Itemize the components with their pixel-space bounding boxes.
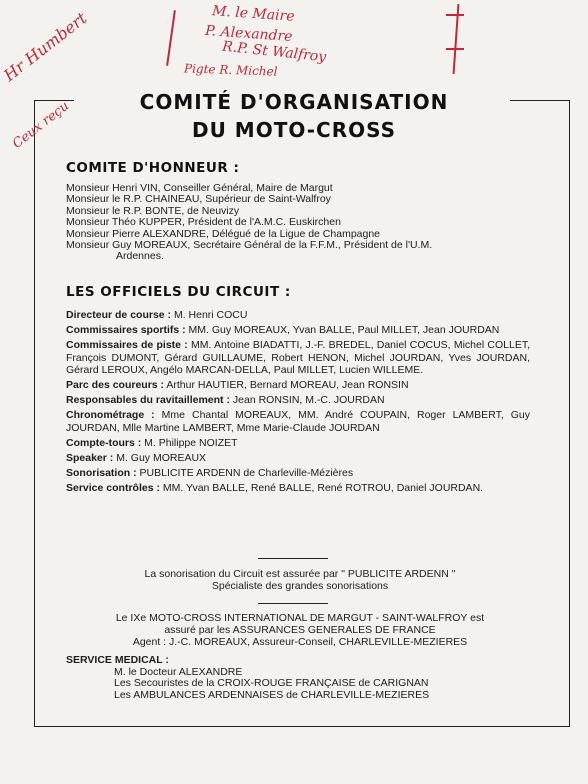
entry-text: MM. Yvan BALLE, René BALLE, René ROTROU, Daniel JOURDAN.	[159, 482, 484, 495]
list-item: M. le Docteur ALEXANDRE	[114, 665, 243, 678]
section-heading: COMITE D'HONNEUR :	[66, 160, 240, 176]
list-item	[66, 482, 530, 494]
medical-section	[66, 655, 429, 701]
entry-text: M. Henri COCU	[171, 309, 248, 321]
list-item: Monsieur Pierre ALEXANDRE, Délégué de la Ligue de Champagne	[66, 227, 381, 240]
list-item	[66, 379, 530, 391]
entry-text: PUBLICITE ARDENN de Charleville-Mézières	[136, 467, 354, 480]
section-heading: SERVICE MEDICAL :	[66, 654, 169, 666]
list-item	[66, 467, 530, 479]
list-item	[66, 452, 530, 464]
list-item	[66, 309, 530, 321]
handwritten-note: P. Alexandre	[204, 22, 294, 46]
handwritten-note: M. le Maire	[211, 3, 296, 25]
list-item: Monsieur le R.P. CHAINEAU, Supérieur de Saint-Walfroy	[66, 193, 331, 206]
entry-label: Commissaires de piste :	[66, 339, 188, 352]
handwritten-stroke	[166, 10, 175, 66]
entry-text: Jean RONSIN, M.-C. JOURDAN	[229, 394, 385, 407]
entry-label: Sonorisation :	[66, 467, 137, 480]
handwritten-note: Ceux reçu	[10, 98, 73, 152]
handwritten-note: Hr Humbert	[0, 8, 91, 85]
list-item: Ardennes.	[116, 250, 164, 263]
entry-label: Commissaires sportifs :	[66, 324, 186, 337]
list-item: Les Secouristes de la CROIX-ROUGE FRANÇAISE de CARIGNAN	[114, 677, 429, 689]
list-item: Monsieur Théo KUPPER, Président de l'A.M.C. Euskirchen	[66, 216, 341, 229]
handwritten-note: Pigte R. Michel	[183, 61, 278, 79]
sonorisation-note	[40, 568, 560, 592]
entry-text: M. Philippe NOIZET	[141, 436, 238, 449]
page-title: COMITÉ D'ORGANISATION	[139, 90, 449, 114]
handwritten-stroke	[446, 48, 464, 50]
list-item: Monsieur Henri VIN, Conseiller Général, Maire de Margut	[66, 182, 333, 194]
divider	[258, 603, 328, 604]
list-item	[66, 394, 530, 406]
entry-label: Speaker :	[66, 452, 114, 465]
section-heading: LES OFFICIELS DU CIRCUIT :	[66, 284, 291, 300]
officiels-list	[66, 309, 530, 498]
note-line: La sonorisation du Circuit est assurée par " PUBLICITE ARDENN "	[144, 568, 456, 580]
entry-text: M. Guy MOREAUX	[113, 452, 207, 465]
list-item: Les AMBULANCES ARDENNAISES de CHARLEVILLE-MEZIERES	[114, 688, 430, 701]
entry-label: Chronométrage :	[66, 409, 155, 422]
entry-label: Responsables du ravitaillement :	[66, 394, 230, 407]
note-line: Le IXe MOTO-CROSS INTERNATIONAL DE MARGUT - SAINT-WALFROY est	[115, 612, 485, 624]
entry-label: Directeur de course :	[66, 309, 172, 321]
entry-label: Parc des coureurs :	[66, 379, 165, 392]
note-line: Agent : J.-C. MOREAUX, Assureur-Conseil, CHARLEVILLE-MEZIERES	[132, 636, 468, 648]
entry-text: MM. Guy MOREAUX, Yvan BALLE, Paul MILLET, Jean JOURDAN	[185, 324, 500, 337]
honneur-list	[66, 183, 526, 263]
assurance-note	[40, 612, 560, 648]
note-line: assuré par les ASSURANCES GENERALES DE FRANCE	[164, 624, 436, 636]
entry-label: Compte-tours :	[66, 436, 142, 449]
list-item	[66, 437, 530, 449]
note-line: Spécialiste des grandes sonorisations	[211, 580, 389, 592]
handwritten-note: R.P. St Walfroy	[221, 38, 327, 66]
entry-label: Service contrôles :	[66, 482, 160, 495]
entry-text: Arthur HAUTIER, Bernard MOREAU, Jean RONSIN	[164, 379, 409, 392]
divider	[258, 558, 328, 559]
list-item	[66, 409, 530, 433]
list-item: Monsieur le R.P. BONTE, de Neuvizy	[66, 204, 240, 217]
list-item: Monsieur Guy MOREAUX, Secrétaire Général de la F.F.M., Président de l'U.M.	[66, 239, 433, 252]
entry-text: MM. Antoine BIADATTI, J.-F. BREDEL, Daniel COCUS, Michel COLLET, François DUMONT, Gérard GUILLAUME, Robert HENON, Michel JOURDAN, Yves JOURDAN, Gérard LEROUX, Angélo MARCAN-DELLA, Paul MILLET, Lucien WILLEME.	[66, 339, 530, 376]
entry-text: Mme Chantal MOREAUX, MM. André COUPAIN, Roger LAMBERT, Guy JOURDAN, Mlle Martine LAMBERT, Mme Marie-Claude JOURDAN	[66, 409, 530, 434]
list-item	[66, 339, 530, 376]
list-item	[66, 324, 530, 336]
page-title: DU MOTO-CROSS	[191, 118, 396, 142]
handwritten-stroke	[446, 14, 464, 16]
